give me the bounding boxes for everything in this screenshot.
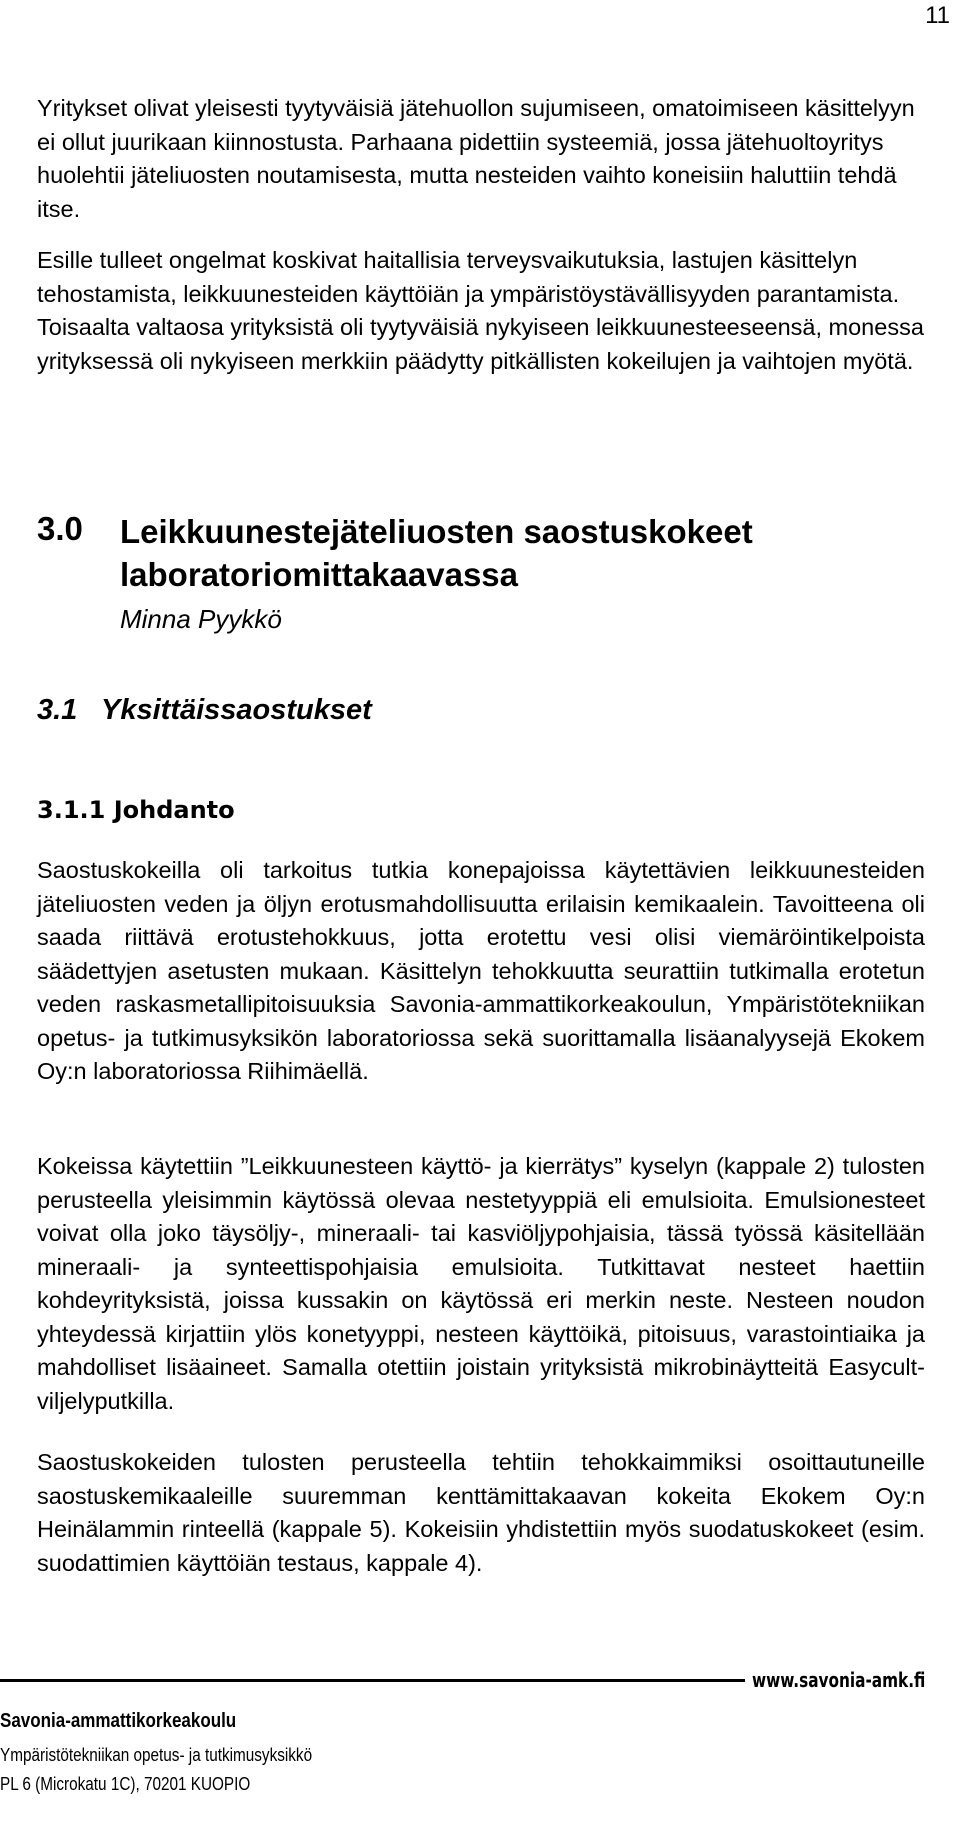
footer-organization: Savonia-ammattikorkeakoulu: [0, 1710, 237, 1732]
section-title: Leikkuunestejäteliuosten saostuskokeet laboratoriomittakaavassa: [120, 513, 753, 593]
footer-divider: [0, 1679, 745, 1682]
paragraph-body-1: Saostuskokeilla oli tarkoitus tutkia konepajoissa käytettävien leikkuunesteiden jäteliuosten veden ja öljyn erotusmahdollisuutta erilaisin kemikaalein. Tavoitteena oli saada riittävä erotustehokkuus, jotta erotettu vesi olisi viemäröintikelpoista säädettyjen asetusten mukaan. Käsittelyn tehokkuutta seurattiin tutkimalla erotetun veden raskasmetallipitoisuuksia Savonia-ammattikorkeakoulun, Ympäristötekniikan opetus- ja tutkimusyksikön laboratoriossa sekä suorittamalla lisäanalyysejä Ekokem Oy:n laboratoriossa Riihimäellä.: [37, 857, 925, 1084]
paragraph-intro: Yritykset olivat yleisesti tyytyväisiä jätehuollon sujumiseen, omatoimiseen käsittelyyn ei ollut juurikaan kiinnostusta. Parhaana pidettiin systeemiä, jossa jätehuoltoyritys huolehtii jäteliuosten noutamisesta, mutta nesteiden vaihto koneisiin haluttiin tehdä itse.: [37, 95, 915, 222]
footer-website-link[interactable]: www.savonia-amk.fi: [752, 1668, 926, 1692]
footer-unit: Ympäristötekniikan opetus- ja tutkimusyksikkö: [0, 1745, 313, 1765]
subsubsection-heading: 3.1.1 Johdanto: [37, 796, 235, 824]
subsection-title: Yksittäissaostukset: [101, 694, 372, 726]
paragraph-body-3: Saostuskokeiden tulosten perusteella tehtiin tehokkaimmiksi osoittautuneille saostuskemikaaleille suuremman kenttämittakaavan kokeita Ekokem Oy:n Heinälammin rinteellä (kappale 5). Kokeisiin yhdistettiin myös suodatuskokeet (esim. suodattimien käyttöiän testaus, kappale 4).: [37, 1449, 925, 1576]
section-number: 3.0: [37, 510, 83, 547]
footer-address: PL 6 (Microkatu 1C), 70201 KUOPIO: [0, 1774, 251, 1794]
subsection-number: 3.1: [37, 694, 78, 726]
paragraph-body-2: Kokeissa käytettiin ”Leikkuunesteen käyttö- ja kierrätys” kyselyn (kappale 2) tulosten perusteella yleisimmin käytössä olevaa nestetyyppiä eli emulsioita. Emulsionesteet voivat olla joko täysöljy-, mineraali- tai kasviöljypohjaisia, tässä työssä käsitellään mineraali- ja synteettispohjaisia emulsioita. Tutkittavat nesteet haettiin kohdeyrityksistä, joissa kussakin on käytössä eri merkin neste. Nesteen noudon yhteydessä kirjattiin ylös konetyyppi, nesteen käyttöikä, pitoisuus, varastointiaika ja mahdolliset lisäaineet. Samalla otettiin joistain yrityksistä mikrobinäytteitä Easycult-viljelyputkilla.: [37, 1153, 925, 1414]
subsection-heading: [37, 694, 372, 727]
paragraph-problems: Esille tulleet ongelmat koskivat haitallisia terveysvaikutuksia, lastujen käsittelyn tehostamista, leikkuunesteiden käyttöiän ja ympäristöystävällisyyden parantamista. Toisaalta valtaosa yrityksistä oli tyytyväisiä nykyiseen leikkuunesteeseensä, monessa yrityksessä oli nykyiseen merkkiin päädytty pitkällisten kokeilujen ja vaihtojen myötä.: [37, 247, 924, 374]
page-number: 11: [925, 2, 950, 29]
section-author: Minna Pyykkö: [120, 604, 282, 634]
